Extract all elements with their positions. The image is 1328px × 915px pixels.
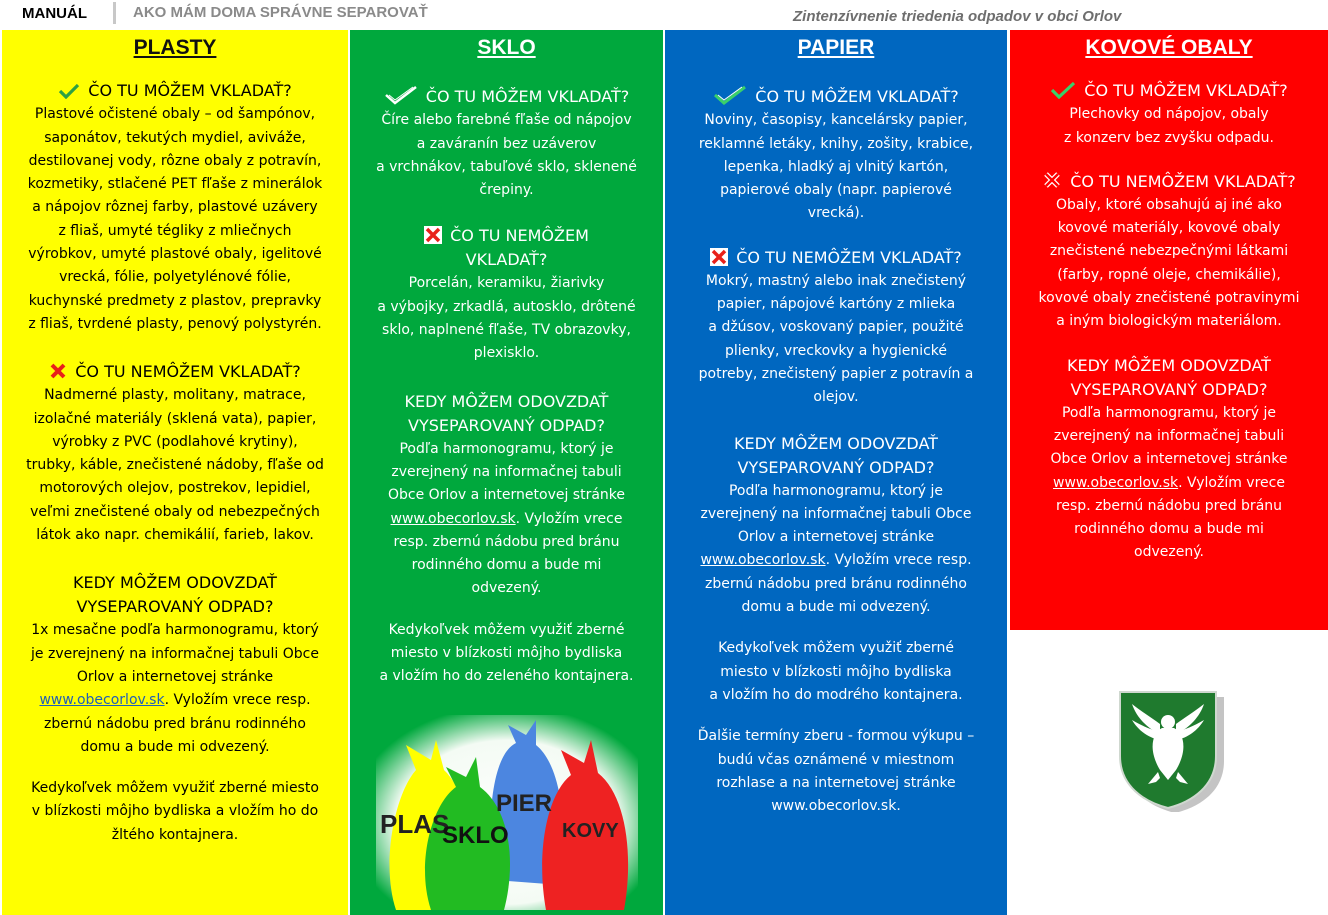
bag-label-papier: PIER <box>496 790 553 817</box>
check-icon <box>58 83 80 99</box>
cross-icon <box>710 248 728 266</box>
website-link[interactable]: www.obecorlov.sk <box>700 552 826 569</box>
forbidden-text: Obaly, ktoré obsahujú aj iné ako kovové materiály, kovové obaly znečistené nebezpečnými látkami (farby, ropné oleje, chemikálie), kovové obaly znečistené potravinymi a iným biologickým materiálom. <box>1038 196 1300 330</box>
allowed-text: Číre alebo farebné fľaše od nápojov a zaváranín bez uzáverov a vrchnákov, tabuľové sklo, sklenené črepiny. <box>376 112 637 199</box>
allowed-text: Noviny, časopisy, kancelársky papier, reklamné letáky, knihy, zošity, krabice, lepenka, hladký aj vlnitý kartón, papierové obaly (napr. papierové vrecká). <box>698 112 974 222</box>
anytime-text: Kedykoľvek môžem využiť zberné miesto v blízkosti môjho bydliska a vložím ho do modrého kontajnera. <box>709 640 963 703</box>
anytime-section <box>665 637 1007 707</box>
when-text: Podľa harmonogramu, ktorý je zverejnený na informačnej tabuli Obce Orlov a internetovej stránke www.obecorlov.sk. Vyložím vrece resp. zbernú nádobu pred bránu rodinného domu a bude mi odvezený. <box>387 440 626 597</box>
column-plasty <box>2 30 348 915</box>
column-title: KOVOVÉ OBALY <box>1085 36 1253 59</box>
allowed-text: Plastové očistené obaly – od šampónov, saponátov, tekutých mydiel, aviváže, destilovanej vody, rôzne obaly z potravín, kozmetiky, stlačené PET fľaše z minerálok a nápojov rôznej farby, plastové uzávery z fliaš, umyté tégliky z mliečnych výrobkov, umyté plastové obaly, igelitové vrecká, fólie, polyetylénové fólie, kuchynské predmety z plastov, prepravky z fliaš, tvrdené plasty, penový polystyrén. <box>27 106 323 332</box>
extra-text: Ďalšie termíny zberu - formou výkupu – budú včas oznámené v miestnom rozhlase a na internetovej stránke www.obecorlov.sk. <box>697 728 975 815</box>
cross-icon <box>49 362 67 380</box>
column-kovove-obaly <box>1010 30 1328 630</box>
allowed-heading: ČO TU MÔŽEM VKLADAŤ? <box>1016 79 1322 103</box>
forbidden-section <box>2 360 348 547</box>
when-heading: KEDY MÔŽEM ODOVZDAŤ VYSEPAROVANÝ ODPAD? <box>404 391 609 435</box>
check-icon <box>1050 81 1076 99</box>
forbidden-heading: ČO TU NEMÔŽEM VKLADAŤ? <box>1016 170 1322 194</box>
header-divider <box>113 2 116 24</box>
allowed-text: Plechovky od nápojov, obaly z konzerv bez zvyšku odpadu. <box>1064 106 1274 146</box>
bag-label-plas: PLAS <box>380 809 450 839</box>
forbidden-text: Mokrý, mastný alebo inak znečistený papier, nápojové kartóny z mlieka a džúsov, voskovaný papier, použité plienky, vreckovky a hygienické potreby, znečistený papier z potravín a olejov. <box>698 272 974 406</box>
when-text: 1x mesačne podľa harmonogramu, ktorý je zverejnený na informačnej tabuli Obce Orlov a internetovej stránke www.obecorlov.sk. Vyložím vrece resp. zbernú nádobu pred bránu rodinného domu a bude mi odvezený. <box>31 622 319 755</box>
allowed-heading: ČO TU MÔŽEM VKLADAŤ? <box>356 85 657 109</box>
forbidden-section <box>1010 170 1328 334</box>
anytime-section <box>2 777 348 847</box>
website-link[interactable]: www.obecorlov.sk <box>39 692 165 709</box>
bag-label-kovy: KOVY <box>562 820 619 842</box>
forbidden-section <box>665 246 1007 410</box>
allowed-section <box>1010 79 1328 150</box>
anytime-text: Kedykoľvek môžem využiť zberné miesto v blízkosti môjho bydliska a vložím ho do zeleného kontajnera. <box>379 621 634 685</box>
orlov-coat-of-arms-logo <box>1112 688 1230 812</box>
waste-bags-illustration <box>376 715 638 910</box>
forbidden-section <box>350 224 663 365</box>
cross-icon <box>1042 170 1062 190</box>
forbidden-text: Nadmerné plasty, molitany, matrace, izolačné materiály (sklená vata), papier, výrobky z PVC (podlahové krytiny), trubky, káble, znečistené nádoby, fľaše od motorových olejov, postrekov, lepidiel, veľmi znečistené obaly od nebezpečných látok ako napr. chemikálií, farieb, lakov. <box>26 387 324 544</box>
allowed-heading: ČO TU MÔŽEM VKLADAŤ? <box>8 79 342 103</box>
when-text: Podľa harmonogramu, ktorý je zverejnený na informačnej tabuli Obce Orlov a internetovej stránke www.obecorlov.sk. Vyložím vrece resp. zbernú nádobu pred bránu rodinného domu a bude mi odvezený. <box>1050 404 1288 561</box>
bag-label-sklo: SKLO <box>442 822 509 849</box>
column-papier <box>665 30 1007 915</box>
allowed-section <box>2 79 348 336</box>
when-section <box>1010 354 1328 565</box>
top-bar <box>0 0 1328 30</box>
website-link[interactable]: www.obecorlov.sk <box>1053 474 1179 491</box>
allowed-heading: ČO TU MÔŽEM VKLADAŤ? <box>671 85 1001 109</box>
extra-section <box>665 725 1007 818</box>
page-subtitle: AKO MÁM DOMA SPRÁVNE SEPAROVAŤ <box>133 4 428 21</box>
check-icon <box>713 85 747 105</box>
check-icon <box>384 85 418 105</box>
forbidden-text: Porcelán, keramiku, žiarivky a výbojky, zrkadlá, autosklo, drôtené sklo, naplnené fľaše, TV obrazovky, plexisklo. <box>377 275 636 362</box>
when-heading: KEDY MÔŽEM ODOVZDAŤ VYSEPAROVANÝ ODPAD? <box>734 433 938 477</box>
when-heading: KEDY MÔŽEM ODOVZDAŤ VYSEPAROVANÝ ODPAD? <box>1067 355 1271 399</box>
forbidden-heading: ČO TU NEMÔŽEM VKLADAŤ? <box>356 224 657 272</box>
manual-label: MANUÁL <box>22 5 87 22</box>
allowed-section <box>350 85 663 202</box>
allowed-section <box>665 85 1007 225</box>
forbidden-heading: ČO TU NEMÔŽEM VKLADAŤ? <box>671 246 1001 270</box>
cross-icon <box>424 226 442 244</box>
when-section <box>665 432 1007 620</box>
column-title: PAPIER <box>797 36 875 59</box>
anytime-text: Kedykoľvek môžem využiť zberné miesto v blízkosti môjho bydliska a vložím ho do žltého kontajnera. <box>31 780 319 843</box>
when-heading: KEDY MÔŽEM ODOVZDAŤ VYSEPAROVANÝ ODPAD? <box>73 573 277 617</box>
when-text: Podľa harmonogramu, ktorý je zverejnený na informačnej tabuli Obce Orlov a internetovej stránke www.obecorlov.sk. Vyložím vrece resp. zbernú nádobu pred bránu rodinného domu a bude mi odvezený. <box>700 482 972 616</box>
forbidden-heading: ČO TU NEMÔŽEM VKLADAŤ? <box>8 360 342 384</box>
column-title: SKLO <box>477 36 536 59</box>
project-title: Zintenzívnenie triedenia odpadov v obci Orlov <box>793 8 1122 25</box>
when-section <box>2 571 348 759</box>
anytime-section <box>350 619 663 689</box>
when-section <box>350 390 663 601</box>
website-link[interactable]: www.obecorlov.sk <box>390 510 516 527</box>
column-title: PLASTY <box>133 36 217 59</box>
